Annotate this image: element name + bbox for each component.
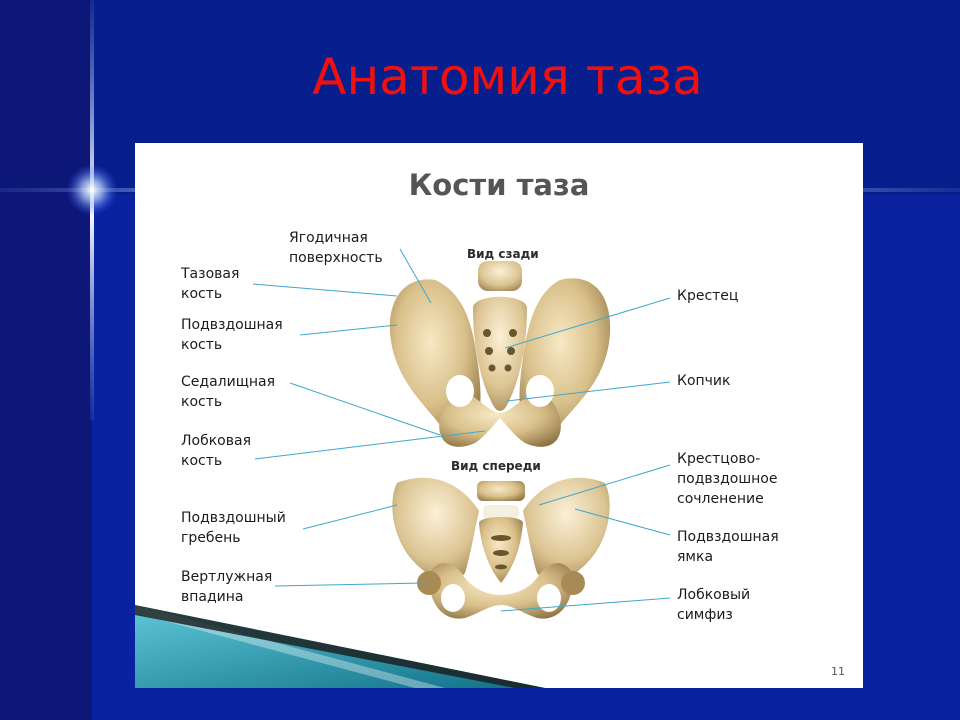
label-sacroiliac-joint: Крестцово- подвздошное сочленение bbox=[677, 451, 778, 507]
label-pelvic-bone: Тазовая кость bbox=[181, 266, 240, 302]
teal-corner-decoration bbox=[135, 605, 545, 688]
figure-title: Кости таза bbox=[408, 168, 590, 202]
label-coccyx: Копчик bbox=[677, 373, 731, 389]
label-ilium: Подвздошная кость bbox=[181, 317, 283, 353]
label-ischium: Седалищная кость bbox=[181, 374, 276, 410]
page-number: 11 bbox=[831, 665, 845, 678]
slide-title: Анатомия таза bbox=[312, 48, 703, 106]
lens-flare-icon bbox=[66, 164, 118, 216]
label-acetabulum: Вертлужная впадина bbox=[181, 569, 273, 605]
label-gluteal-surface: Ягодичная поверхность bbox=[289, 230, 383, 266]
pelvis-figure bbox=[135, 143, 863, 688]
label-iliac-crest: Подвздошный гребень bbox=[181, 510, 286, 546]
label-pubic-symphysis: Лобковый симфиз bbox=[677, 587, 751, 623]
view-label-back: Вид сзади bbox=[467, 247, 539, 261]
label-pubis: Лобковая кость bbox=[181, 433, 251, 469]
view-label-front: Вид спереди bbox=[451, 459, 541, 473]
label-iliac-fossa: Подвздошная ямка bbox=[677, 529, 779, 565]
pelvis-front-view bbox=[392, 478, 609, 619]
label-sacrum: Крестец bbox=[677, 288, 739, 304]
